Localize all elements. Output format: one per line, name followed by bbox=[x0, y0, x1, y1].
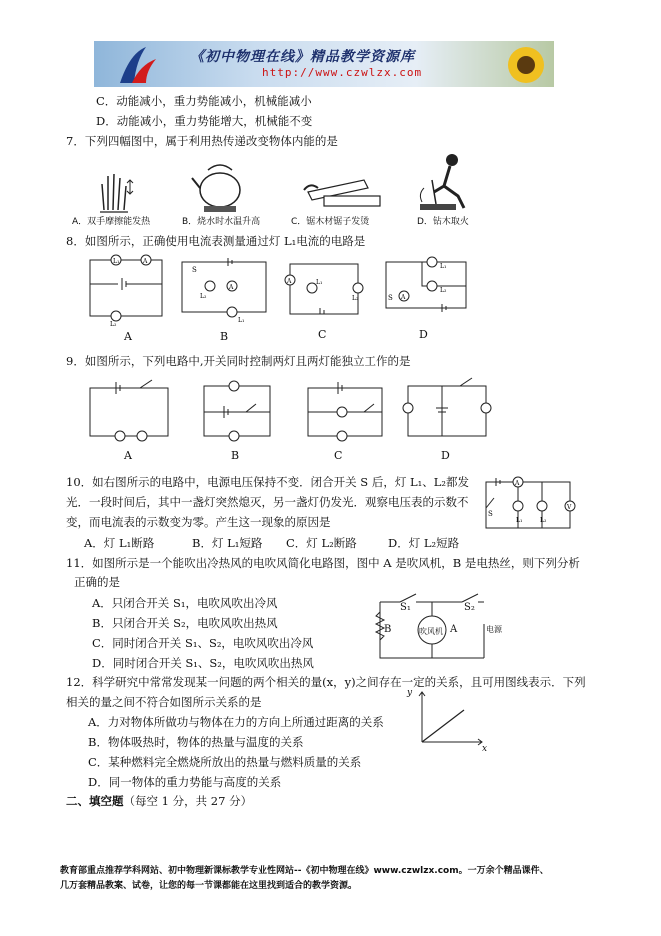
q9-circuit-b bbox=[198, 378, 276, 442]
q8-label-d: D bbox=[419, 328, 428, 341]
sawing-icon bbox=[304, 172, 384, 212]
svg-text:L₁: L₁ bbox=[440, 263, 447, 270]
q10-line-3: 变，而电流表的示数变为零。产生这一现象的原因是 bbox=[66, 515, 331, 529]
q11-fig-motor: 吹风机 bbox=[419, 627, 443, 636]
q10-option-d: D．灯 L₂短路 bbox=[388, 536, 460, 550]
q10-option-c: C．灯 L₂断路 bbox=[286, 536, 357, 550]
q9-stem: 9．如图所示，下列电路中,开关同时控制两灯且两灯能独立工作的是 bbox=[66, 354, 411, 368]
header-title: 《初中物理在线》精品教学资源库 bbox=[190, 49, 415, 65]
q12-option-b: B．物体吸热时，物体的热量与温度的关系 bbox=[88, 735, 304, 749]
svg-text:L₁: L₁ bbox=[516, 517, 523, 524]
q11-fig-a: A bbox=[450, 624, 458, 635]
svg-text:V: V bbox=[567, 504, 572, 511]
svg-text:A: A bbox=[287, 278, 292, 285]
svg-text:S: S bbox=[388, 294, 393, 302]
q8-label-b: B bbox=[220, 330, 229, 343]
q12-axis-x: x bbox=[482, 744, 488, 754]
q12-axis-y: y bbox=[407, 688, 413, 698]
q11-fig-b: B bbox=[384, 624, 392, 635]
section2-title: 二、填空题 bbox=[66, 794, 124, 808]
svg-text:S: S bbox=[488, 510, 493, 518]
kettle-icon bbox=[190, 158, 250, 214]
q9-circuit-a bbox=[86, 380, 176, 442]
svg-text:L₂: L₂ bbox=[440, 287, 447, 294]
svg-text:L₂: L₂ bbox=[540, 517, 547, 524]
q7-option-d: D．钻木取火 bbox=[417, 217, 469, 227]
q8-circuit-c bbox=[282, 258, 366, 320]
q8-circuit-d bbox=[376, 256, 474, 316]
q7-option-b: B．烧水时水温升高 bbox=[182, 217, 261, 227]
svg-text:A: A bbox=[143, 258, 148, 265]
q10-line-2: 光．一段时间后，其中一盏灯突然熄灭，另一盏灯仍发光．观察电压表的示数不 bbox=[66, 495, 469, 509]
q12-option-c: C．某种燃料完全燃烧所放出的热量与燃料质量的关系 bbox=[88, 755, 362, 769]
svg-text:L₂: L₂ bbox=[110, 321, 117, 328]
site-logo-icon bbox=[116, 45, 160, 85]
q9-label-d: D bbox=[441, 449, 450, 462]
footer-line-1: 教育部重点推荐学科网站、初中物理新课标教学专业性网站--《初中物理在线》www.czwlzx.com。一万余个精品课件、 bbox=[60, 866, 549, 876]
q7-stem: 7．下列四幅图中，属于利用热传递改变物体内能的是 bbox=[66, 134, 338, 148]
sunflower-icon bbox=[500, 43, 550, 85]
q12-option-d: D．同一物体的重力势能与高度的关系 bbox=[88, 775, 282, 789]
q8-label-c: C bbox=[318, 328, 327, 341]
q11-option-d: D．同时闭合开关 S₁、S₂，电吹风吹出热风 bbox=[92, 656, 314, 670]
q10-circuit bbox=[480, 472, 580, 534]
q11-line-1: 11．如图所示是一个能吹出冷热风的电吹风简化电路图，图中 A 是吹风机，B 是电热丝，则下列分析 bbox=[66, 556, 580, 570]
q9-label-a: A bbox=[124, 449, 132, 462]
svg-text:L₂: L₂ bbox=[352, 295, 359, 302]
q10-option-a: A．灯 L₁断路 bbox=[84, 536, 155, 550]
drilling-fire-icon bbox=[414, 152, 474, 214]
q9-circuit-c bbox=[302, 380, 388, 442]
svg-text:A: A bbox=[401, 294, 406, 301]
section2-heading bbox=[66, 793, 252, 809]
q10-option-b: B．灯 L₁短路 bbox=[192, 536, 263, 550]
svg-text:S: S bbox=[192, 266, 197, 274]
q8-circuit-b bbox=[178, 256, 270, 324]
q7-option-a: A．双手摩擦能发热 bbox=[72, 217, 151, 227]
q11-line-2: 正确的是 bbox=[74, 575, 120, 589]
q11-option-a: A．只闭合开关 S₁，电吹风吹出冷风 bbox=[92, 596, 278, 610]
section2-note: （每空 1 分，共 27 分） bbox=[123, 794, 253, 808]
svg-text:L₁: L₁ bbox=[113, 258, 120, 265]
svg-text:L₁: L₁ bbox=[316, 279, 323, 286]
q11-fig-s2: S₂ bbox=[464, 602, 475, 613]
q12-line-2: 相关的量之间不符合如图所示关系的是 bbox=[66, 695, 262, 709]
svg-text:A: A bbox=[229, 284, 234, 291]
q9-label-c: C bbox=[334, 449, 343, 462]
q11-fig-s1: S₁ bbox=[400, 602, 411, 613]
q11-option-b: B．只闭合开关 S₂，电吹风吹出热风 bbox=[92, 616, 278, 630]
q12-option-a: A．力对物体所做功与物体在力的方向上所通过距离的关系 bbox=[88, 715, 384, 729]
q6-option-c: C．动能减小，重力势能减小，机械能减小 bbox=[96, 94, 312, 108]
q8-stem: 8．如图所示，正确使用电流表测量通过灯 L₁电流的电路是 bbox=[66, 234, 366, 248]
q11-option-c: C．同时闭合开关 S₁、S₂，电吹风吹出冷风 bbox=[92, 636, 314, 650]
svg-text:A: A bbox=[515, 480, 520, 487]
header-banner bbox=[94, 41, 554, 87]
q9-label-b: B bbox=[231, 449, 240, 462]
q7-option-c: C．锯木材锯子发烫 bbox=[291, 217, 370, 227]
q12-line-1: 12．科学研究中常常发现某一问题的两个相关的量(x，y)之间存在一定的关系，且可用图线表示．下列 bbox=[66, 675, 586, 689]
q10-line-1: 10．如右图所示的电路中，电源电压保持不变．闭合开关 S 后，灯 L₁、L₂都发 bbox=[66, 475, 469, 489]
svg-text:L₁: L₁ bbox=[238, 317, 245, 324]
q6-option-d: D．动能减小，重力势能增大，机械能不变 bbox=[96, 114, 313, 128]
q8-circuit-a bbox=[80, 254, 170, 326]
rubbing-hands-icon bbox=[96, 170, 136, 214]
header-url[interactable]: http://www.czwlzx.com bbox=[262, 66, 423, 79]
q8-label-a: A bbox=[124, 330, 132, 343]
q9-circuit-d bbox=[398, 378, 494, 440]
footer-line-2: 几万套精品教案、试卷，让您的每一节课都能在这里找到适合的教学资源。 bbox=[60, 881, 358, 891]
q12-linear-graph bbox=[416, 690, 488, 746]
svg-text:L₂: L₂ bbox=[200, 293, 207, 300]
q11-fig-power: 电源 bbox=[486, 625, 502, 634]
page-footer bbox=[60, 864, 549, 894]
